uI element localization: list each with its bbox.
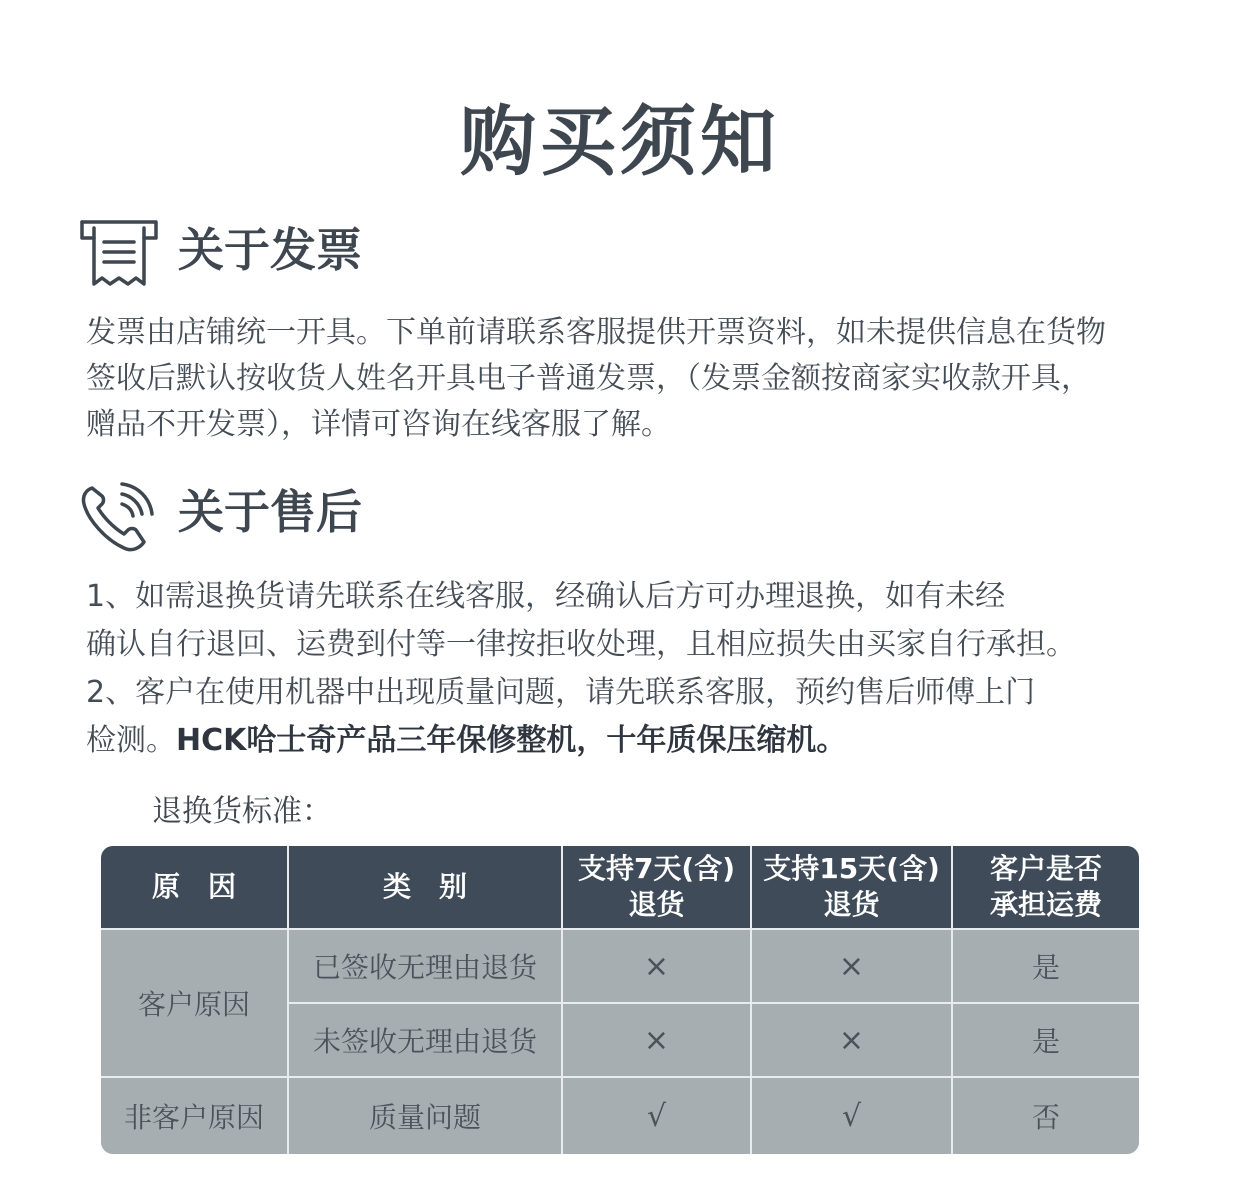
- category-cell: 质量问题: [289, 1078, 563, 1154]
- header-label: 客户是否 承担运费: [989, 852, 1102, 921]
- after-sale-text: [86, 573, 1166, 765]
- header-reason: [101, 846, 289, 930]
- warranty-statement: HCK哈士奇产品三年保修整机，十年质保压缩机。: [176, 723, 847, 758]
- header-label: 支持15天(含) 退货: [763, 852, 940, 921]
- header-freight: [953, 846, 1139, 930]
- fifteen-day-cell: √: [752, 1078, 953, 1154]
- header-label: 类 别: [382, 870, 467, 903]
- fifteen-day-cell: ×: [752, 930, 953, 1004]
- seven-day-cell: ×: [563, 930, 752, 1004]
- table-header-row: [101, 846, 1139, 930]
- invoice-line: 赠品不开发票），详情可咨询在线客服了解。: [86, 407, 671, 442]
- after-sale-line: 2、客户在使用机器中出现质量问题，请先联系客服，预约售后师傅上门: [86, 675, 1036, 710]
- invoice-text: [86, 310, 1166, 448]
- invoice-heading: 关于发票: [178, 223, 362, 277]
- invoice-line: 发票由店铺统一开具。下单前请联系客服提供开票资料，如未提供信息在货物: [86, 315, 1106, 350]
- after-sale-heading: 关于售后: [178, 485, 362, 539]
- header-label: 原 因: [151, 870, 236, 903]
- after-sale-line: [86, 717, 1166, 765]
- category-cell: 未签收无理由退货: [289, 1004, 563, 1078]
- header-15day: [752, 846, 953, 930]
- reason-cell: 客户原因: [101, 930, 289, 1078]
- freight-cell: 是: [953, 1004, 1139, 1078]
- seven-day-cell: ×: [563, 1004, 752, 1078]
- return-standard-title: 退换货标准：: [152, 794, 332, 829]
- after-sale-line: 确认自行退回、运费到付等一律按拒收处理，且相应损失由买家自行承担。: [86, 627, 1076, 662]
- seven-day-cell: √: [563, 1078, 752, 1154]
- page-title: 购买须知: [460, 97, 780, 186]
- header-7day: [563, 846, 752, 930]
- return-standard-table: [101, 846, 1139, 1154]
- after-sale-line: 1、如需退换货请先联系在线客服，经确认后方可办理退换，如有未经: [86, 579, 1006, 614]
- reason-cell: 非客户原因: [101, 1078, 289, 1154]
- table-row: [101, 1078, 1139, 1154]
- table-row: [101, 930, 1139, 1004]
- header-label: 支持7天(含) 退货: [577, 852, 736, 921]
- phone-icon: [78, 480, 160, 560]
- fifteen-day-cell: ×: [752, 1004, 953, 1078]
- header-category: [289, 846, 563, 930]
- category-cell: 已签收无理由退货: [289, 930, 563, 1004]
- freight-cell: 否: [953, 1078, 1139, 1154]
- freight-cell: 是: [953, 930, 1139, 1004]
- after-sale-line-prefix: 检测。: [86, 723, 176, 758]
- receipt-icon: [78, 218, 160, 296]
- invoice-line: 签收后默认按收货人姓名开具电子普通发票，（发票金额按商家实收款开具，: [86, 361, 1091, 396]
